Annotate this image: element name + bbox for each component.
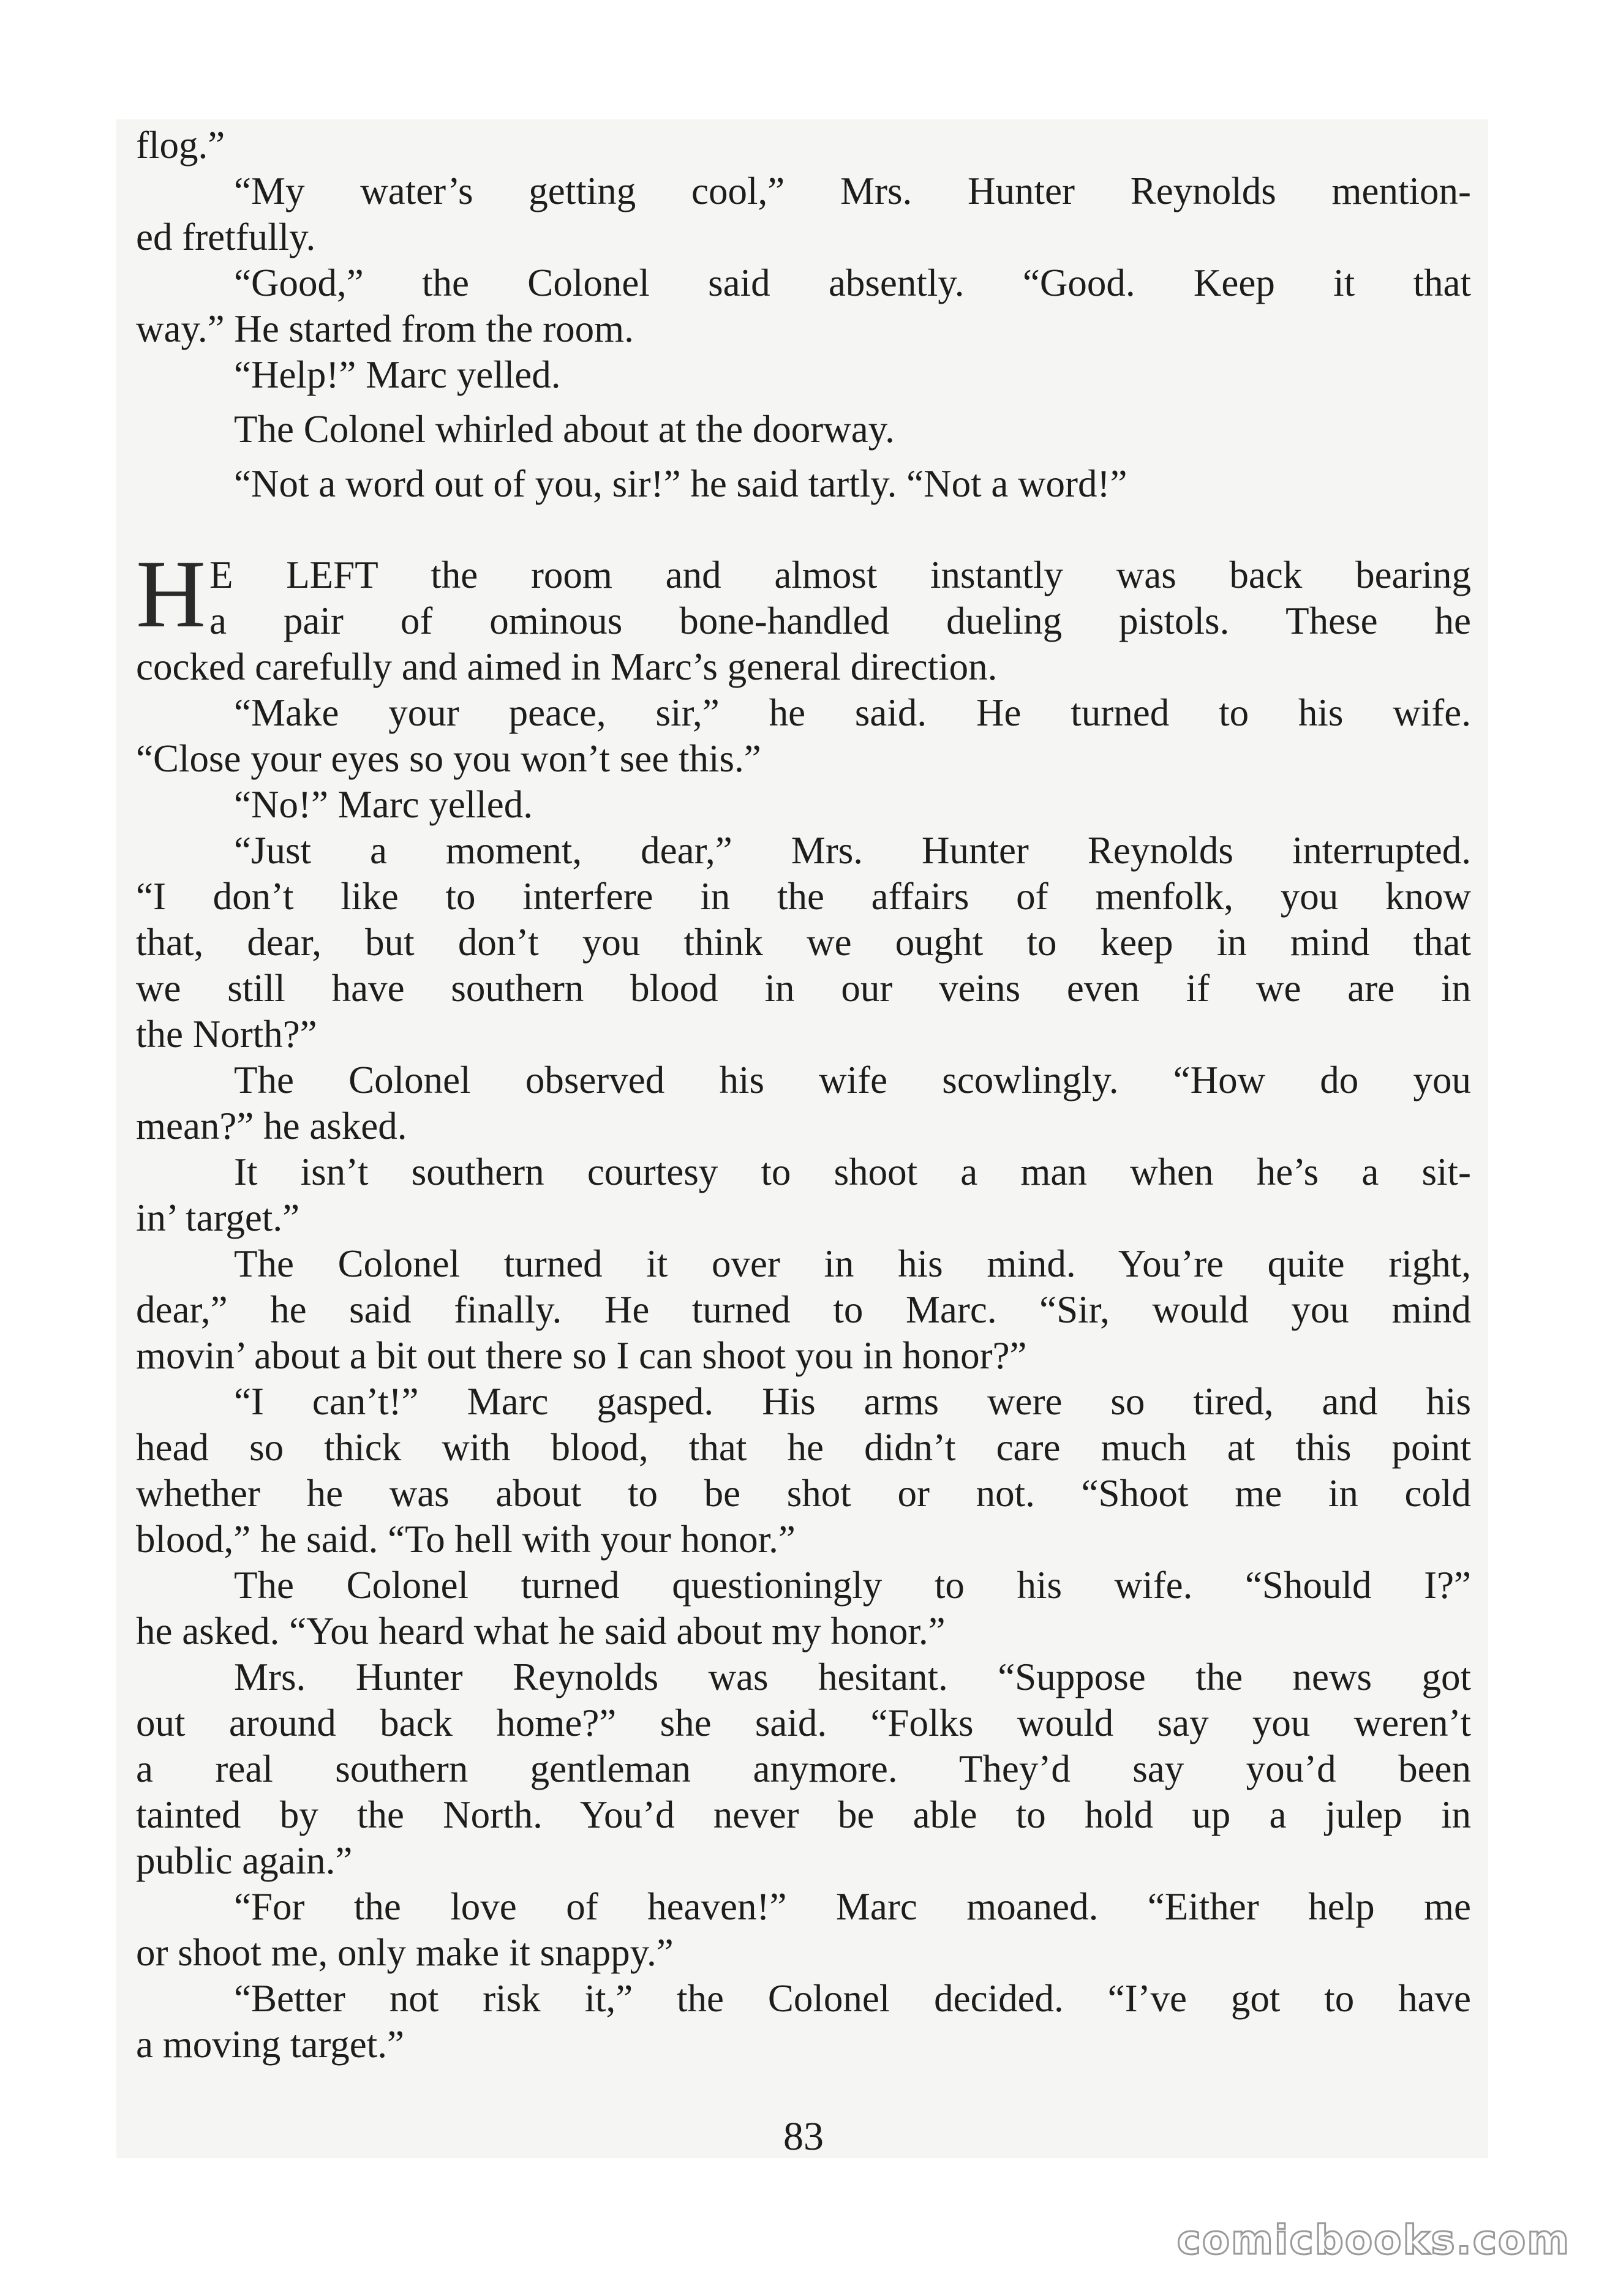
text-line: “Make your peace, sir,” he said. He turned to his wife. bbox=[234, 691, 1471, 734]
text-line: The Colonel whirled about at the doorway. bbox=[234, 408, 895, 451]
watermark-logo: comicbooks.com bbox=[1176, 2216, 1570, 2264]
text-line: “Close your eyes so you won’t see this.” bbox=[136, 737, 761, 780]
text-line: a real southern gentleman anymore. They’d say you’d been bbox=[136, 1747, 1471, 1790]
text-line: a moving target.” bbox=[136, 2023, 404, 2066]
text-line: public again.” bbox=[136, 1839, 353, 1882]
text-line: way.” He started from the room. bbox=[136, 307, 634, 350]
text-line: mean?” he asked. bbox=[136, 1105, 407, 1147]
text-line: cocked carefully and aimed in Marc’s general direction. bbox=[136, 645, 998, 688]
text-line: that, dear, but don’t you think we ought to keep in mind that bbox=[136, 921, 1471, 964]
text-line: in’ target.” bbox=[136, 1196, 300, 1239]
text-line: “No!” Marc yelled. bbox=[234, 783, 533, 826]
body-text bbox=[136, 122, 1471, 2068]
drop-cap: H bbox=[136, 541, 206, 648]
text-line: tainted by the North. You’d never be able to hold up a julep in bbox=[136, 1793, 1471, 1836]
text-line: “I can’t!” Marc gasped. His arms were so tired, and his bbox=[234, 1380, 1471, 1423]
line-gap bbox=[136, 398, 1471, 407]
text-line: we still have southern blood in our veins even if we are in bbox=[136, 967, 1471, 1010]
text-line: “My water’s getting cool,” Mrs. Hunter Reynolds mention- bbox=[234, 170, 1471, 212]
text-block-bottom bbox=[136, 644, 1471, 2068]
text-line: the North?” bbox=[136, 1013, 317, 1056]
text-line: dear,” he said finally. He turned to Marc. “Sir, would you mind bbox=[136, 1288, 1471, 1331]
text-line: head so thick with blood, that he didn’t care much at this point bbox=[136, 1426, 1471, 1469]
text-line: The Colonel observed his wife scowlingly. “How do you bbox=[234, 1059, 1471, 1101]
text-line: blood,” he said. “To hell with your honor.” bbox=[136, 1518, 796, 1561]
text-line: E LEFT the room and almost instantly was back bearing bbox=[209, 553, 1471, 596]
text-line: a pair of ominous bone-handled dueling pistols. These he bbox=[209, 599, 1471, 642]
text-line: ed fretfully. bbox=[136, 216, 316, 258]
text-line: flog.” bbox=[136, 124, 225, 167]
text-line: “Better not risk it,” the Colonel decided. “I’ve got to have bbox=[234, 1977, 1471, 2020]
text-line: he asked. “You heard what he said about my honor.” bbox=[136, 1610, 946, 1653]
text-line: Mrs. Hunter Reynolds was hesitant. “Suppose the news got bbox=[234, 1656, 1471, 1698]
text-line: “Good,” the Colonel said absently. “Good. Keep it that bbox=[234, 261, 1471, 304]
text-line: “Help!” Marc yelled. bbox=[234, 353, 561, 396]
page-number: 83 bbox=[783, 2114, 824, 2159]
text-line: or shoot me, only make it snappy.” bbox=[136, 1931, 674, 1974]
text-line: out around back home?” she said. “Folks would say you weren’t bbox=[136, 1701, 1471, 1744]
section-break bbox=[136, 507, 1471, 552]
text-line: “For the love of heaven!” Marc moaned. “Either help me bbox=[234, 1885, 1471, 1928]
text-line: “Not a word out of you, sir!” he said tartly. “Not a word!” bbox=[234, 462, 1127, 505]
text-line: “Just a moment, dear,” Mrs. Hunter Reynolds interrupted. bbox=[234, 829, 1471, 872]
text-line: The Colonel turned questioningly to his wife. “Should I?” bbox=[234, 1564, 1471, 1607]
line-gap bbox=[136, 452, 1471, 461]
text-line: whether he was about to be shot or not. “Shoot me in cold bbox=[136, 1472, 1471, 1515]
text-line: “I don’t like to interfere in the affairs of menfolk, you know bbox=[136, 875, 1471, 918]
text-line: The Colonel turned it over in his mind. You’re quite right, bbox=[234, 1242, 1471, 1285]
drop-cap-paragraph bbox=[136, 541, 1471, 648]
text-block-top bbox=[136, 122, 1471, 507]
text-line: movin’ about a bit out there so I can shoot you in honor?” bbox=[136, 1334, 1027, 1377]
text-line: It isn’t southern courtesy to shoot a man when he’s a sit- bbox=[234, 1150, 1471, 1193]
